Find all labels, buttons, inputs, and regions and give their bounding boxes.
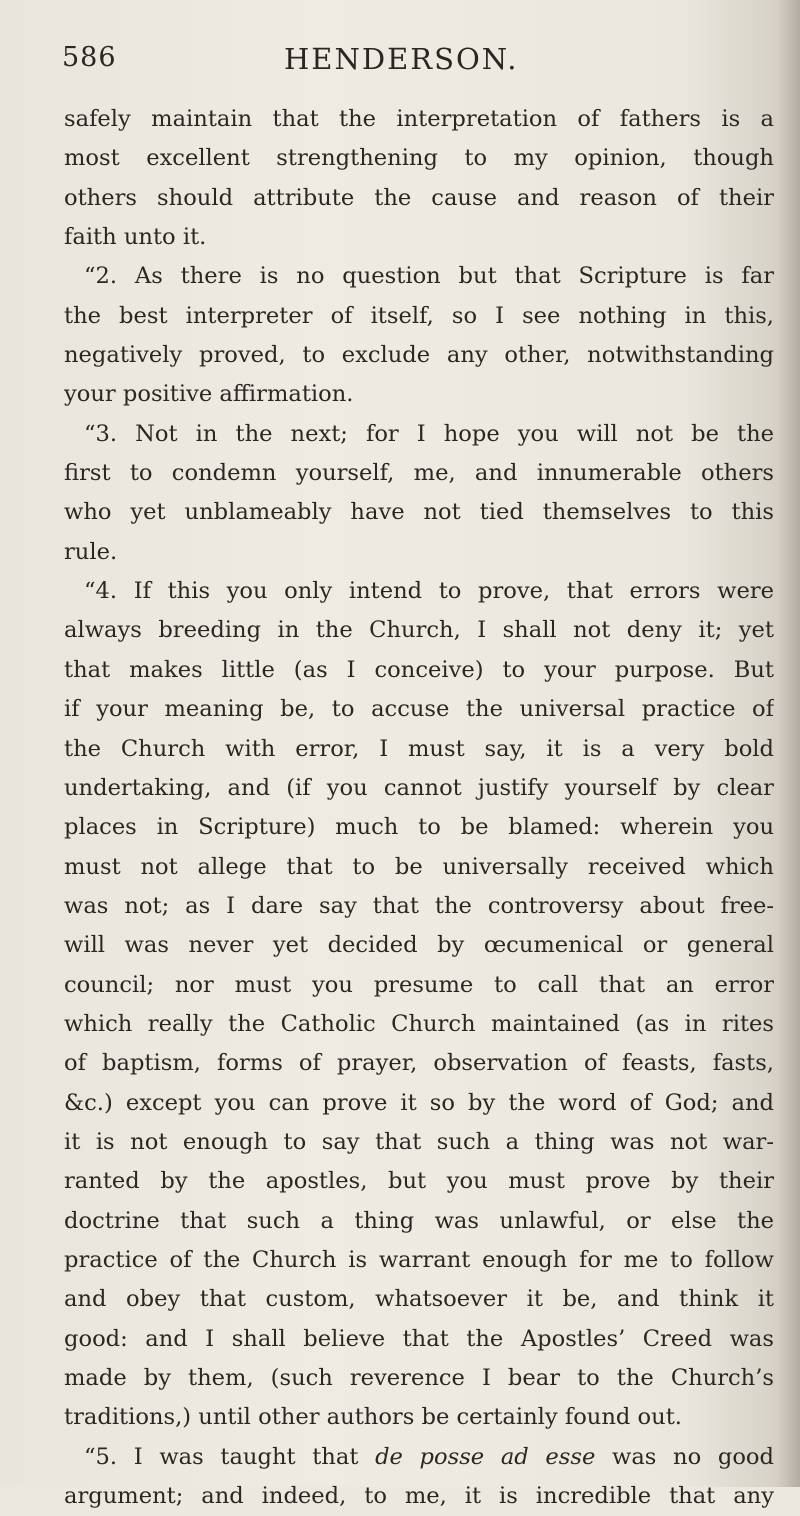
text-line: who yet unblameably have not tied themselves to this [64, 499, 774, 526]
text-line: and obey that custom, whatsoever it be, and think it [64, 1286, 774, 1313]
text-line: made by them, (such reverence I bear to the Church’s [64, 1365, 774, 1391]
text-line: the Church with error, I must say, it is a very bold [64, 735, 774, 762]
text-line: doctrine that such a thing was unlawful, or else the [64, 1207, 774, 1234]
text-line: will was never yet decided by œcumenical or general [64, 932, 774, 959]
text-line: undertaking, and (if you cannot justify yourself by clear [64, 774, 774, 801]
running-title: HENDERSON. [284, 42, 519, 76]
page-edge-shadow [778, 0, 800, 1487]
text-line: council; nor must you presume to call that an error [64, 971, 774, 998]
text-line: faith unto it. [64, 224, 207, 251]
text-line: if your meaning be, to accuse the universal practice of [64, 696, 774, 723]
text-line: rule. [64, 538, 118, 565]
text-line: first to condemn yourself, me, and innumerable others [64, 460, 774, 487]
text-line: negatively proved, to exclude any other, notwithstanding [64, 342, 774, 369]
body-text [64, 100, 774, 1516]
text-line: it is not enough to say that such a thing was not war- [64, 1128, 774, 1155]
text-line: most excellent strengthening to my opinion, though [64, 145, 774, 172]
page-header [62, 42, 762, 82]
text-line: argument; and indeed, to me, it is incredible that any [64, 1483, 774, 1510]
text-line: places in Scripture) much to be blamed: wherein you [64, 814, 774, 841]
text-line: of baptism, forms of prayer, observation of feasts, fasts, [64, 1050, 774, 1077]
text-line: was not; as I dare say that the controversy about free- [64, 892, 774, 919]
text-line: always breeding in the Church, I shall not deny it; yet [64, 617, 774, 644]
latin-phrase: de posse ad esse [375, 1443, 596, 1470]
text-line: your positive affirmation. [64, 381, 354, 408]
text-line: practice of the Church is warrant enough for me to follow [64, 1246, 774, 1273]
text-line: &c.) except you can prove it so by the word of God; and [64, 1089, 774, 1116]
page-number: 586 [62, 42, 117, 73]
text-line: that makes little (as I conceive) to your purpose. But [64, 656, 774, 683]
text-line: must not allege that to be universally received which [64, 853, 774, 880]
text-line: traditions,) until other authors be certainly found out. [64, 1404, 682, 1431]
text-line: others should attribute the cause and reason of their [64, 184, 774, 211]
text-line: “5. I was taught that de posse ad esse was no good [84, 1443, 774, 1470]
text-line: “2. As there is no question but that Scripture is far [84, 263, 774, 290]
text-line: which really the Catholic Church maintained (as in rites [64, 1010, 774, 1037]
text-line: the best interpreter of itself, so I see nothing in this, [64, 302, 774, 329]
text-line: “3. Not in the next; for I hope you will not be the [84, 420, 774, 447]
text-line: ranted by the apostles, but you must prove by their [64, 1168, 774, 1195]
text-line: safely maintain that the interpretation of fathers is a [64, 106, 774, 132]
text-line: “4. If this you only intend to prove, that errors were [84, 578, 774, 605]
text-line: good: and I shall believe that the Apostles’ Creed was [64, 1325, 774, 1352]
